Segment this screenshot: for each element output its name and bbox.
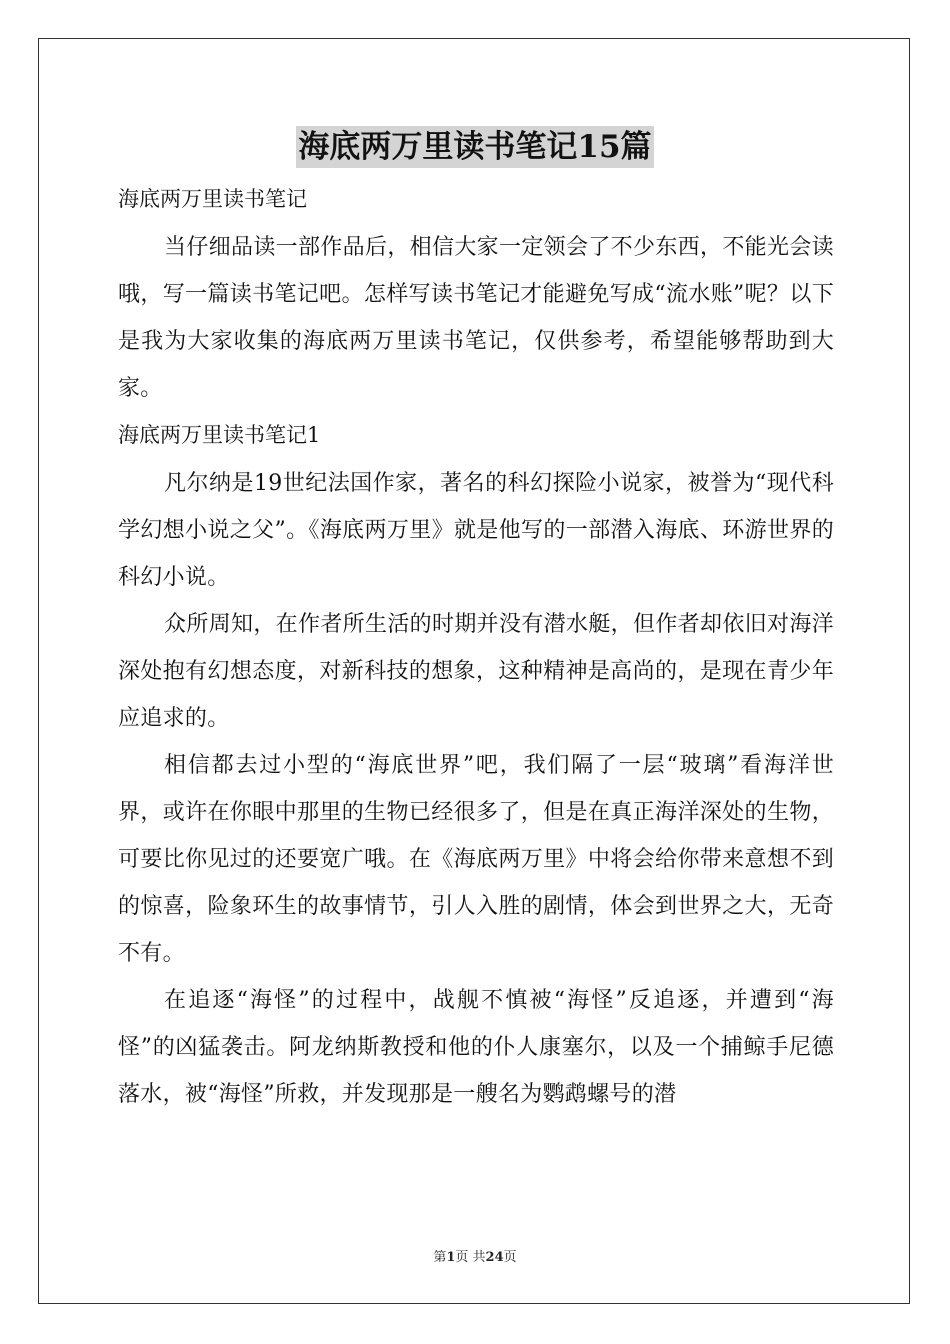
page-mid: 页 共 xyxy=(455,1250,486,1265)
title-wrap xyxy=(0,126,950,168)
document-body xyxy=(118,176,834,1118)
page-total: 24 xyxy=(485,1250,504,1265)
body-paragraph: 在追逐“海怪”的过程中，战舰不慎被“海怪”反追逐，并遭到“海怪”的凶猛袭击。阿龙纳斯教授和他的仆人康塞尔，以及一个捕鲸手尼德落水，被“海怪”所救，并发现那是一艘名为鹦鹉螺号的潜 xyxy=(118,988,834,1107)
body-paragraph: 众所周知，在作者所生活的时期并没有潜水艇，但作者却依旧对海洋深处抱有幻想态度，对新科技的想象，这种精神是高尚的，是现在青少年应追求的。 xyxy=(118,612,834,731)
document-title: 海底两万里读书笔记15篇 xyxy=(296,126,653,168)
body-paragraph: 凡尔纳是19世纪法国作家，著名的科幻探险小说家，被誉为“现代科学幻想小说之父”。《海底两万里》就是他写的一部潜入海底、环游世界的科幻小说。 xyxy=(118,471,834,590)
page-current: 1 xyxy=(446,1250,456,1265)
intro-paragraph: 当仔细品读一部作品后，相信大家一定领会了不少东西，不能光会读哦，写一篇读书笔记吧。怎样写读书笔记才能避免写成“流水账”呢？以下是我为大家收集的海底两万里读书笔记，仅供参考，希望能够帮助到大家。 xyxy=(118,235,834,401)
section-heading: 海底两万里读书笔记1 xyxy=(118,423,321,447)
body-paragraph: 相信都去过小型的“海底世界”吧，我们隔了一层“玻璃”看海洋世界，或许在你眼中那里的生物已经很多了，但是在真正海洋深处的生物，可要比你见过的还要宽广哦。在《海底两万里》中将会给你带来意想不到的惊喜，险象环生的故事情节，引人入胜的剧情，体会到世界之大，无奇不有。 xyxy=(118,753,834,966)
page-footer xyxy=(0,1246,950,1265)
page-prefix: 第 xyxy=(433,1250,447,1265)
intro-heading: 海底两万里读书笔记 xyxy=(118,187,307,211)
page-suffix: 页 xyxy=(503,1250,517,1265)
